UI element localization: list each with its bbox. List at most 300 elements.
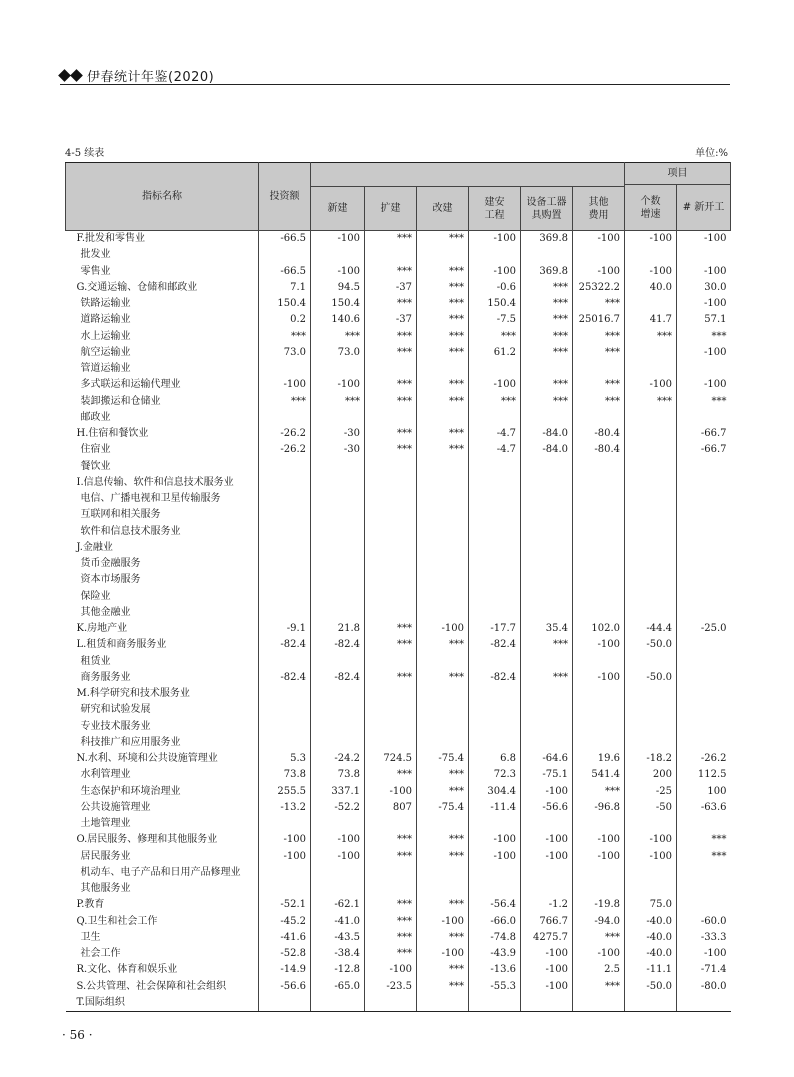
table-cell (417, 865, 469, 881)
table-cell: *** (365, 621, 417, 637)
col-group-project: 项目 (625, 163, 731, 185)
table-cell: *** (677, 849, 731, 865)
table-cell (311, 589, 365, 605)
table-cell: -82.4 (311, 670, 365, 686)
table-cell: *** (365, 946, 417, 962)
table-cell: *** (521, 296, 573, 312)
table-cell: -100 (417, 946, 469, 962)
table-cell (573, 572, 625, 588)
row-indicator-name: 软件和信息技术服务业 (80, 525, 181, 537)
table-cell (521, 702, 573, 718)
table-cell (521, 995, 573, 1012)
table-cell (521, 719, 573, 735)
table-cell: 72.3 (469, 767, 521, 783)
table-cell (625, 865, 677, 881)
table-cell: *** (417, 280, 469, 296)
table-cell (417, 719, 469, 735)
row-indicator-name: 装卸搬运和仓储业 (80, 395, 161, 407)
table-row (66, 280, 731, 296)
table-cell: -100 (677, 264, 731, 280)
table-cell (573, 247, 625, 263)
table-cell (469, 540, 521, 556)
table-cell: 0.2 (259, 312, 311, 328)
table-cell: -100 (311, 231, 365, 248)
table-cell (469, 572, 521, 588)
table-cell: -4.7 (469, 442, 521, 458)
table-cell (417, 556, 469, 572)
row-indicator-name: 批发业 (80, 249, 111, 261)
table-cell: -14.9 (259, 962, 311, 978)
table-cell: -63.6 (677, 800, 731, 816)
table-cell (365, 361, 417, 377)
row-indicator-name: 保险业 (80, 590, 111, 602)
table-cell (677, 605, 731, 621)
table-cell: -30 (311, 442, 365, 458)
table-cell (365, 507, 417, 523)
table-cell (311, 654, 365, 670)
table-cell (625, 735, 677, 751)
table-row (66, 719, 731, 735)
table-cell: *** (365, 637, 417, 653)
col-header-project-count-line2: 增速 (640, 208, 661, 220)
table-cell (469, 995, 521, 1012)
row-indicator-name: J.金融业 (76, 541, 113, 553)
table-cell (573, 686, 625, 702)
table-row (66, 231, 731, 248)
table-row (66, 735, 731, 751)
table-cell (311, 719, 365, 735)
table-cell: -100 (573, 264, 625, 280)
table-cell (521, 491, 573, 507)
table-cell: 255.5 (259, 784, 311, 800)
table-cell: *** (417, 832, 469, 848)
table-cell: 61.2 (469, 345, 521, 361)
row-indicator-name: 货币金融服务 (80, 558, 141, 569)
row-indicator-name: 公共设施管理业 (80, 801, 151, 813)
row-indicator-name: P.教育 (76, 899, 105, 911)
table-cell (365, 735, 417, 751)
table-row (66, 524, 731, 540)
table-cell: *** (417, 231, 469, 248)
row-indicator-name: R.文化、体育和娱乐业 (76, 964, 178, 976)
table-cell: *** (365, 377, 417, 393)
table-cell: -84.0 (521, 426, 573, 442)
table-cell (311, 735, 365, 751)
col-group-spacer (521, 163, 573, 187)
table-cell (469, 491, 521, 507)
table-row (66, 979, 731, 995)
table-cell: *** (259, 329, 311, 345)
table-cell (625, 345, 677, 361)
table-cell (625, 589, 677, 605)
table-cell (573, 719, 625, 735)
table-cell (573, 410, 625, 426)
table-cell: -1.2 (521, 897, 573, 913)
table-cell (365, 605, 417, 621)
table-cell (469, 605, 521, 621)
table-cell: -25.0 (677, 621, 731, 637)
table-row (66, 442, 731, 458)
table-cell (469, 702, 521, 718)
table-cell: -40.0 (625, 946, 677, 962)
table-cell: *** (417, 979, 469, 995)
table-cell (311, 410, 365, 426)
table-cell: -100 (469, 264, 521, 280)
table-cell: 541.4 (573, 767, 625, 783)
row-indicator-name: 零售业 (80, 265, 111, 277)
table-cell (573, 524, 625, 540)
table-cell: *** (365, 670, 417, 686)
table-cell: *** (573, 930, 625, 946)
table-cell: -82.4 (311, 637, 365, 653)
row-indicator-name: 铁路运输业 (80, 298, 131, 309)
table-cell: *** (311, 394, 365, 410)
table-cell: -52.1 (259, 897, 311, 913)
table-cell: -11.1 (625, 962, 677, 978)
table-cell (625, 524, 677, 540)
table-cell: -100 (365, 784, 417, 800)
table-cell: -100 (469, 849, 521, 865)
table-cell: *** (417, 345, 469, 361)
table-cell (311, 605, 365, 621)
table-cell: -66.7 (677, 442, 731, 458)
table-row (66, 491, 731, 507)
table-cell (417, 995, 469, 1012)
table-cell: *** (521, 312, 573, 328)
table-cell: *** (521, 329, 573, 345)
table-cell (521, 589, 573, 605)
table-cell: *** (521, 670, 573, 686)
table-row (66, 930, 731, 946)
table-cell (469, 524, 521, 540)
table-cell: 150.4 (311, 296, 365, 312)
table-cell (259, 865, 311, 881)
table-cell: -56.6 (259, 979, 311, 995)
table-row (66, 849, 731, 865)
table-cell (417, 361, 469, 377)
table-cell: 102.0 (573, 621, 625, 637)
table-row (66, 507, 731, 523)
table-cell: -44.4 (625, 621, 677, 637)
col-header-project-count-line1: 个数 (640, 195, 661, 207)
table-cell (625, 605, 677, 621)
table-cell: -24.2 (311, 751, 365, 767)
table-cell (469, 865, 521, 881)
table-cell (573, 459, 625, 475)
table-cell (469, 507, 521, 523)
table-cell (677, 865, 731, 881)
table-row (66, 312, 731, 328)
table-row (66, 247, 731, 263)
table-cell (311, 572, 365, 588)
table-cell (417, 654, 469, 670)
table-cell (469, 654, 521, 670)
row-indicator-name: 邮政业 (80, 411, 111, 423)
table-cell: *** (625, 394, 677, 410)
table-cell (573, 735, 625, 751)
table-cell (311, 491, 365, 507)
table-cell (417, 605, 469, 621)
table-cell (417, 686, 469, 702)
col-header-expansion: 扩建 (365, 187, 417, 231)
table-cell: 112.5 (677, 767, 731, 783)
table-cell: *** (417, 296, 469, 312)
table-row (66, 410, 731, 426)
table-cell: *** (365, 897, 417, 913)
table-cell (521, 459, 573, 475)
table-cell: -100 (521, 962, 573, 978)
table-row (66, 264, 731, 280)
table-cell (521, 572, 573, 588)
table-cell (259, 540, 311, 556)
table-cell (259, 507, 311, 523)
table-cell: *** (573, 784, 625, 800)
table-cell (311, 816, 365, 832)
table-cell: -9.1 (259, 621, 311, 637)
table-cell: *** (677, 832, 731, 848)
table-cell (625, 881, 677, 897)
table-cell (311, 865, 365, 881)
table-cell (417, 735, 469, 751)
table-cell (521, 816, 573, 832)
table-cell: -62.1 (311, 897, 365, 913)
row-indicator-name: 科技推广和应用服务业 (80, 736, 181, 748)
row-indicator-name: 水上运输业 (80, 330, 131, 342)
table-row (66, 296, 731, 312)
table-cell: -100 (573, 946, 625, 962)
table-row (66, 459, 731, 475)
table-cell: -66.0 (469, 914, 521, 930)
table-cell (573, 702, 625, 718)
table-cell: -7.5 (469, 312, 521, 328)
table-cell: *** (469, 329, 521, 345)
table-cell: -60.0 (677, 914, 731, 930)
table-cell: -23.5 (365, 979, 417, 995)
table-cell (677, 361, 731, 377)
table-cell: -38.4 (311, 946, 365, 962)
row-indicator-name: 研究和试验发展 (80, 704, 151, 716)
table-cell: 73.0 (259, 345, 311, 361)
col-header-renovation: 改建 (417, 187, 469, 231)
table-cell: -100 (677, 377, 731, 393)
col-header-other-line2: 费用 (588, 209, 609, 221)
table-cell (625, 702, 677, 718)
table-cell (677, 686, 731, 702)
table-cell: -52.8 (259, 946, 311, 962)
table-cell: -33.3 (677, 930, 731, 946)
table-cell: -50.0 (625, 637, 677, 653)
table-cell: *** (469, 394, 521, 410)
table-cell: *** (365, 930, 417, 946)
table-cell (521, 524, 573, 540)
row-indicator-name: 资本市场服务 (80, 574, 141, 586)
table-cell: *** (417, 264, 469, 280)
table-cell (469, 247, 521, 263)
table-cell (311, 361, 365, 377)
table-cell: *** (417, 426, 469, 442)
table-cell: -100 (311, 849, 365, 865)
table-cell (417, 524, 469, 540)
table-row (66, 914, 731, 930)
row-indicator-name: 道路运输业 (80, 314, 131, 326)
table-cell: *** (365, 231, 417, 248)
row-indicator-name: 其他服务业 (80, 883, 131, 894)
table-cell: -41.6 (259, 930, 311, 946)
table-cell: -100 (469, 231, 521, 248)
col-header-new-build: 新建 (311, 187, 365, 231)
table-cell (469, 459, 521, 475)
table-cell (259, 686, 311, 702)
table-cell: 369.8 (521, 264, 573, 280)
table-cell (469, 589, 521, 605)
col-group-spacer (365, 163, 417, 187)
table-cell: -80.4 (573, 442, 625, 458)
table-cell (677, 995, 731, 1012)
table-cell: -100 (625, 231, 677, 248)
table-cell (521, 881, 573, 897)
table-cell (521, 865, 573, 881)
table-cell (521, 507, 573, 523)
table-cell: 73.8 (259, 767, 311, 783)
table-cell (573, 475, 625, 491)
table-cell (365, 686, 417, 702)
table-row (66, 345, 731, 361)
table-cell: -80.4 (573, 426, 625, 442)
table-cell (259, 475, 311, 491)
table-cell: -100 (311, 264, 365, 280)
row-indicator-name: N.水利、环境和公共设施管理业 (76, 753, 218, 764)
table-cell: -50.0 (625, 979, 677, 995)
table-row (66, 361, 731, 377)
table-cell: -50.0 (625, 670, 677, 686)
table-cell (365, 816, 417, 832)
table-cell: *** (521, 280, 573, 296)
table-cell (625, 654, 677, 670)
table-cell: 150.4 (469, 296, 521, 312)
row-indicator-name: 管道运输业 (80, 363, 131, 374)
table-cell: *** (417, 312, 469, 328)
table-row (66, 377, 731, 393)
table-cell: -11.4 (469, 800, 521, 816)
row-indicator-name: 电信、广播电视和卫星传输服务 (80, 493, 221, 504)
table-cell: 75.0 (625, 897, 677, 913)
table-row (66, 556, 731, 572)
table-cell (677, 524, 731, 540)
table-cell (365, 459, 417, 475)
table-row (66, 589, 731, 605)
table-cell (311, 540, 365, 556)
table-cell: -26.2 (677, 751, 731, 767)
table-cell (469, 556, 521, 572)
table-cell (259, 361, 311, 377)
table-cell: *** (625, 329, 677, 345)
table-cell: -66.5 (259, 264, 311, 280)
table-cell: *** (417, 849, 469, 865)
table-cell: *** (573, 377, 625, 393)
table-cell: 369.8 (521, 231, 573, 248)
table-cell: 25016.7 (573, 312, 625, 328)
table-cell (311, 702, 365, 718)
row-indicator-name: 商务服务业 (80, 671, 131, 683)
table-cell: 2.5 (573, 962, 625, 978)
table-cell (521, 410, 573, 426)
table-cell: -65.0 (311, 979, 365, 995)
table-cell (469, 719, 521, 735)
table-cell: *** (365, 264, 417, 280)
statistics-table (65, 162, 731, 1012)
table-cell (259, 572, 311, 588)
table-cell (469, 881, 521, 897)
row-indicator-name: 社会工作 (80, 948, 121, 959)
table-cell: -75.4 (417, 800, 469, 816)
table-cell (417, 816, 469, 832)
row-indicator-name: M.科学研究和技术服务业 (76, 688, 190, 699)
table-row (66, 816, 731, 832)
table-cell (259, 881, 311, 897)
table-cell: -94.0 (573, 914, 625, 930)
table-cell (259, 459, 311, 475)
running-header-title: 伊春统计年鉴(2020) (87, 69, 215, 85)
table-cell (259, 816, 311, 832)
table-cell (259, 524, 311, 540)
table-cell: -37 (365, 280, 417, 296)
table-cell (625, 296, 677, 312)
table-cell: 30.0 (677, 280, 731, 296)
table-cell (625, 556, 677, 572)
table-cell (521, 361, 573, 377)
table-cell: *** (417, 394, 469, 410)
table-cell: *** (417, 962, 469, 978)
table-cell: *** (677, 394, 731, 410)
table-cell: -13.2 (259, 800, 311, 816)
table-cell: 100 (677, 784, 731, 800)
table-cell: -43.5 (311, 930, 365, 946)
table-cell: -66.7 (677, 426, 731, 442)
table-cell: *** (521, 345, 573, 361)
table-cell: *** (573, 329, 625, 345)
table-cell (259, 605, 311, 621)
table-cell (311, 995, 365, 1012)
table-cell (311, 507, 365, 523)
table-cell: -100 (469, 377, 521, 393)
table-cell (259, 589, 311, 605)
table-cell (365, 410, 417, 426)
header-rule (60, 84, 730, 85)
row-indicator-name: 租赁业 (80, 655, 111, 667)
table-cell: -100 (521, 946, 573, 962)
table-cell: -100 (259, 377, 311, 393)
table-cell (365, 881, 417, 897)
table-cell (625, 475, 677, 491)
table-cell (625, 816, 677, 832)
table-cell: -26.2 (259, 442, 311, 458)
table-cell: -100 (573, 832, 625, 848)
table-cell (677, 247, 731, 263)
table-cell: -80.0 (677, 979, 731, 995)
row-indicator-name: G.交通运输、仓储和邮政业 (76, 281, 198, 293)
table-cell: -64.6 (521, 751, 573, 767)
col-header-other (573, 187, 625, 231)
table-cell (259, 702, 311, 718)
table-cell: -100 (521, 849, 573, 865)
row-indicator-name: Q.卫生和社会工作 (76, 915, 158, 927)
table-cell: 19.6 (573, 751, 625, 767)
table-cell (365, 524, 417, 540)
table-cell (259, 735, 311, 751)
table-cell (469, 686, 521, 702)
table-cell (417, 459, 469, 475)
table-row (66, 946, 731, 962)
